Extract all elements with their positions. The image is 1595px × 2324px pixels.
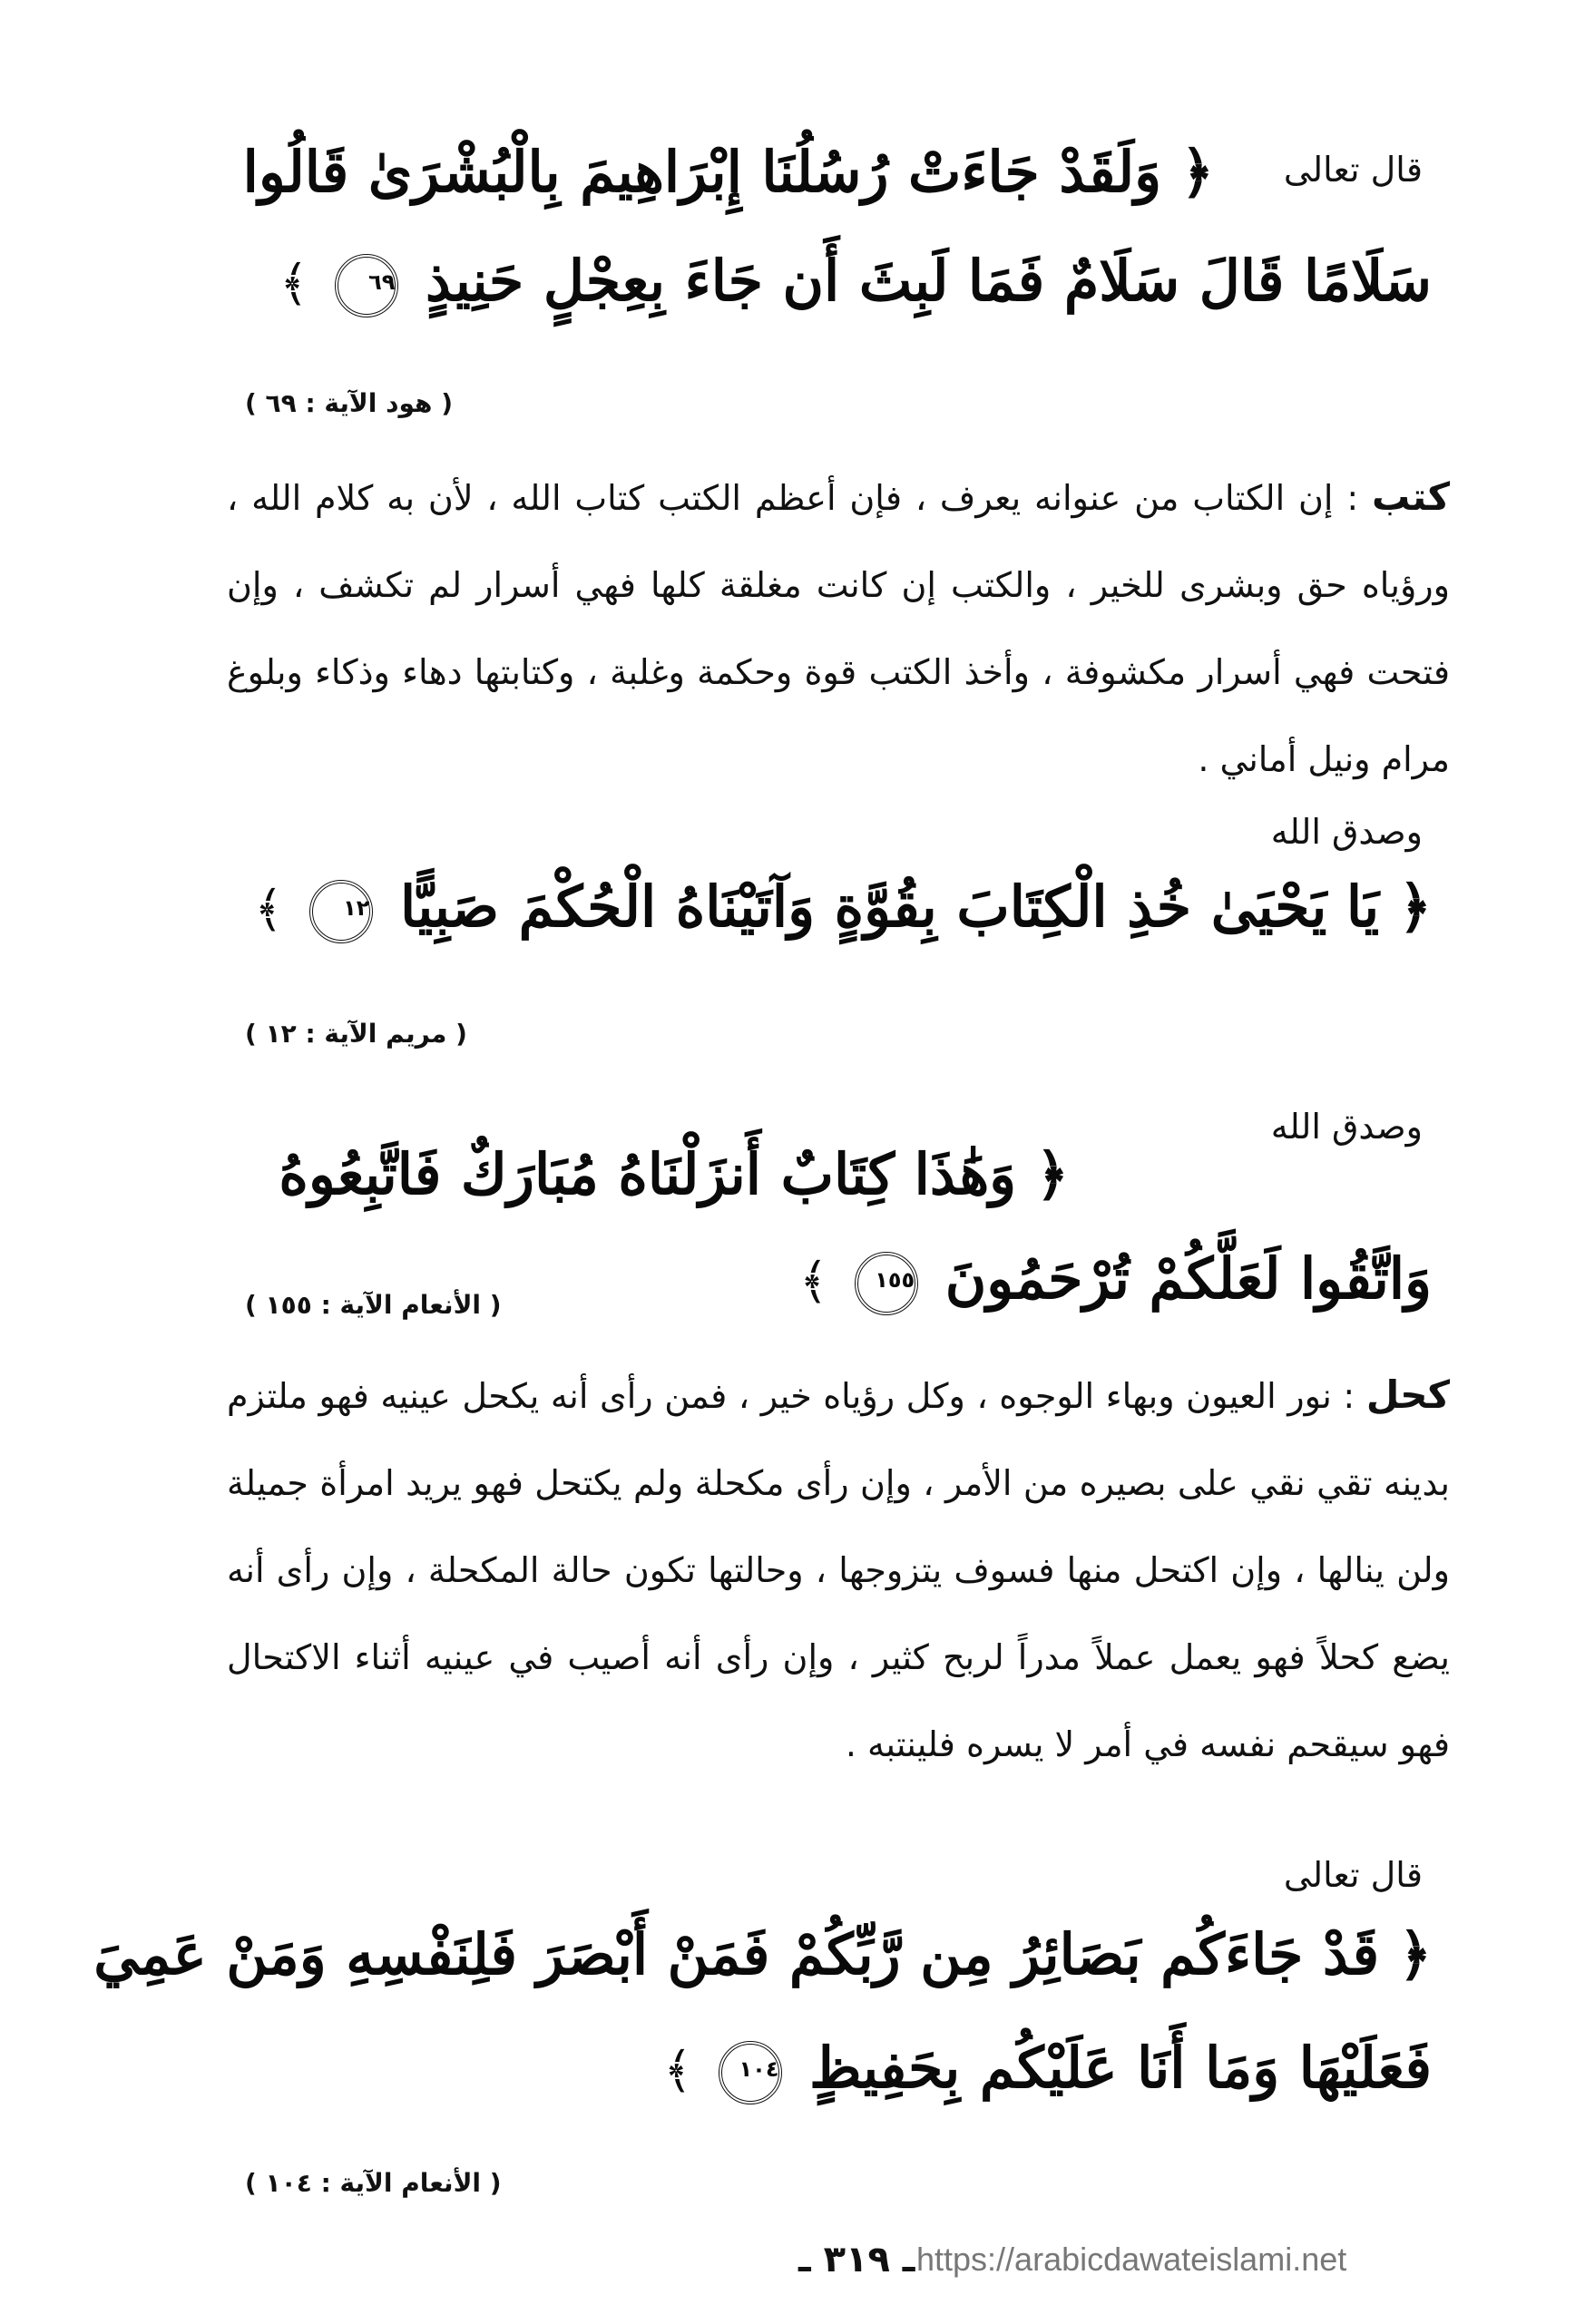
verse-1-line-1: ﴿ وَلَقَدْ جَاءَتْ رُسُلُنَا إِبْرَاهِيمَ بِالْبُشْرَىٰ قَالُوا [242,139,1214,205]
verse-2-line-1: ﴿ يَا يَحْيَىٰ خُذِ الْكِتَابَ بِقُوَّةٍ وَآتَيْنَاهُ الْحُكْمَ صَبِيًّا [400,874,1432,940]
quran-verse-4 [93,1919,1432,1992]
verse-reference-4: ( الأنعام الآية : ١٠٤ ) [245,2168,502,2198]
quran-verse-1 [127,136,1214,210]
close-bracket: ﴾ [663,2042,692,2099]
quran-verse-3 [279,1138,1069,1212]
verse-4-line-2: فَعَلَيْهَا وَمَا أَنَا عَلَيْكُم بِحَفِيظٍ [809,2035,1432,2101]
verse-intro-2: وصدق الله [1270,812,1423,852]
ayah-number-marker: ١٠٤ [719,2041,782,2104]
verse-reference-2: ( مريم الآية : ١٢ ) [245,1019,467,1049]
close-bracket: ﴾ [798,1253,828,1310]
quran-verse-1-cont [127,245,1432,318]
ayah-number-marker: ١٥٥ [855,1252,918,1315]
definition-paragraph-2 [227,1352,1450,1788]
verse-1-line-2: سَلَامًا قَالَ سَلَامٌ فَمَا لَبِثَ أَن جَاءَ بِعِجْلٍ حَنِيذٍ [425,248,1432,314]
definition-paragraph-1 [227,454,1450,803]
verse-3-line-1: ﴿ وَهَٰذَا كِتَابٌ أَنزَلْنَاهُ مُبَارَكٌ فَاتَّبِعُوهُ [279,1141,1069,1207]
entry-heading: كحل [1365,1372,1450,1417]
verse-4-line-1: ﴿ قَدْ جَاءَكُم بَصَائِرُ مِن رَّبِّكُمْ فَمَنْ أَبْصَرَ فَلِنَفْسِهِ وَمَنْ عَمِيَ [93,1921,1432,1987]
verse-3-line-2: وَاتَّقُوا لَعَلَّكُمْ تُرْحَمُونَ [944,1245,1432,1312]
close-bracket: ﴾ [279,255,308,312]
entry-text: : إن الكتاب من عنوانه يعرف ، فإن أعظم الكتب كتاب الله ، لأن به كلام الله ، ورؤياه حق وبشرى للخير ، والكتب إن كانت مغلقة كلها فهي أسرار لم تكشف ، وإن فتحت فهي أسرار مكشوفة ، وأخذ الكتب قوة وحكمة وغلبة ، وكتابتها دهاء وذكاء وبلوغ مرام ونيل أماني . [227,478,1450,779]
verse-intro-4: قال تعالى [1283,1855,1423,1895]
verse-intro-1: قال تعالى [1283,150,1423,190]
verse-reference-3: ( الأنعام الآية : ١٥٥ ) [245,1290,502,1320]
entry-heading: كتب [1371,474,1450,519]
verse-reference-1: ( هود الآية : ٦٩ ) [245,388,453,418]
quran-verse-4-cont [663,2032,1432,2105]
verse-intro-3: وصدق الله [1270,1107,1423,1147]
quran-verse-3-cont [780,1243,1432,1316]
entry-text: : نور العيون وبهاء الوجوه ، وكل رؤياه خير ، فمن رأى أنه يكحل عينيه فهو ملتزم بدينه تقي نقي على بصيره من الأمر ، وإن رأى مكحلة ولم يكتحل فهو يريد امرأة جميلة ولن ينالها ، وإن اكتحل منها فسوف يتزوجها ، وحالتها تكون حالة المكحلة ، وإن رأى أنه يضع كحلاً فهو يعمل عملاً مدراً لربح كثير ، وإن رأى أنه أصيب في عينيه أثناء الاكتحال فهو سيقحم نفسه في أمر لا يسره فلينتبه . [227,1376,1450,1764]
page-number: ـ ٣١٩ ـ [798,2239,915,2280]
quran-verse-2 [254,871,1432,944]
watermark-url: https://arabicdawateislami.net [916,2241,1347,2278]
ayah-number-marker: ١٢ [309,880,373,943]
close-bracket: ﴾ [254,881,283,938]
ayah-number-marker: ٦٩ [335,254,398,317]
